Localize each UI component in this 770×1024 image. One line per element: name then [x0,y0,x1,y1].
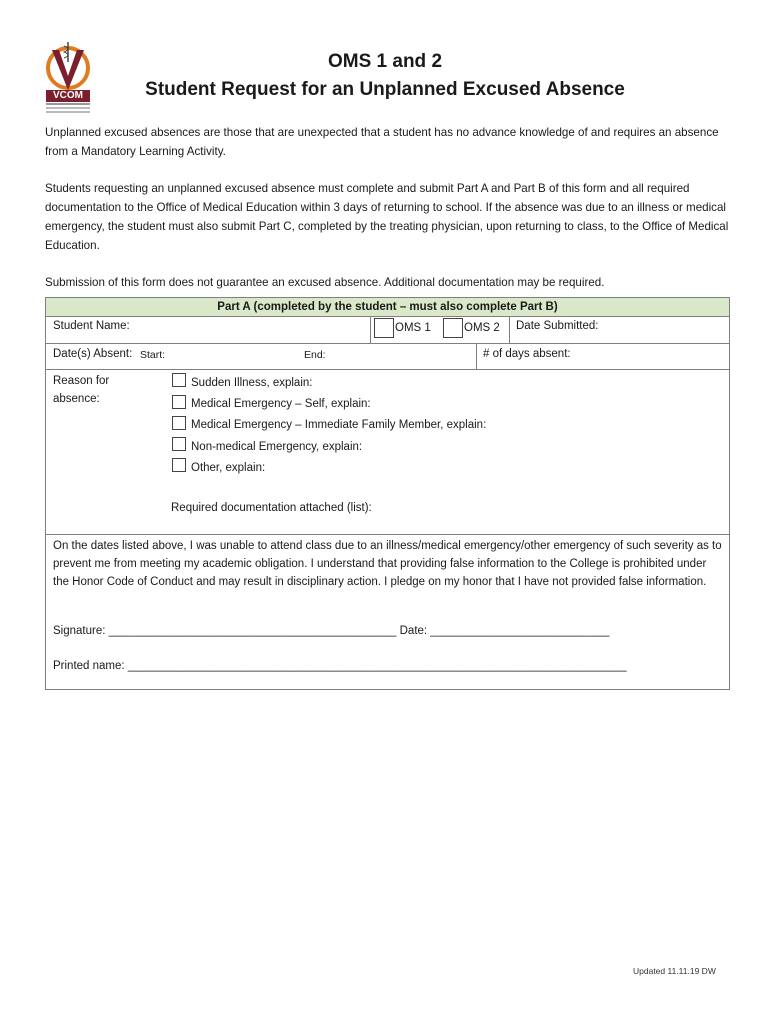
reason-sudden-illness: Sudden Illness, explain: [191,377,313,389]
reason-label-line2: absence: [53,393,100,405]
reason-medical-family: Medical Emergency – Immediate Family Member, explain: [191,419,487,431]
reason-checkbox-sudden-illness[interactable] [172,373,186,387]
reason-checkbox-medical-self[interactable] [172,395,186,409]
reason-other: Other, explain: [191,462,266,474]
signature-line[interactable]: Signature: _____________________________________________ Date: ____________________________ [53,625,610,637]
honor-declaration: On the dates listed above, I was unable to attend class due to an illness/medical emergency/other emergency of such severity as to prevent me from meeting my academic obligation. I understand that providing false information to the College is prohibited under the Honor Code of Conduct and may result in disciplinary action. I pledge on my honor that I have not provided false information. [53,540,722,588]
oms2-checkbox[interactable] [443,318,463,338]
start-label: Start: [140,349,166,361]
intro-paragraph-3: Submission of this form does not guarantee an excused absence. Additional documentation may be required. [45,276,605,289]
oms1-label: OMS 1 [395,322,431,334]
reason-non-medical: Non-medical Emergency, explain: [191,441,363,453]
intro-paragraph-2: Students requesting an unplanned excused absence must complete and submit Part A and Part B of this form and all required documentation to the Office of Medical Education within 3 days of returning to school. If the absence was due to an illness or medical emergency, the student must also submit Part C, completed by the treating physician, upon returning to class, to the Office of Medical Education. [45,182,729,252]
reason-checkbox-medical-family[interactable] [172,416,186,430]
end-label: End: [304,349,326,361]
reason-checkbox-non-medical[interactable] [172,437,186,451]
reason-medical-self: Medical Emergency – Self, explain: [191,398,371,410]
updated-footer: Updated 11.11.19 DW [633,966,716,976]
printed-name-line[interactable]: Printed name: ______________________________________________________________________________ [53,660,627,672]
intro-paragraph-1: Unplanned excused absences are those that are unexpected that a student has no advance knowledge of and requires an absence from a Mandatory Learning Activity. [45,126,719,158]
student-name-label: Student Name: [53,320,130,332]
dates-absent-label: Date(s) Absent: [53,348,133,360]
days-absent-label: # of days absent: [483,348,571,360]
documentation-label: Required documentation attached (list): [171,502,372,514]
part-a-form [45,297,730,690]
oms2-label: OMS 2 [464,322,500,334]
page-title-line1: OMS 1 and 2 [327,51,443,72]
reason-label-line1: Reason for [53,375,110,387]
logo-text: VCOM [53,90,83,101]
page-title-line2: Student Request for an Unplanned Excused Absence [145,79,625,100]
part-a-header: Part A (completed by the student – must also complete Part B) [46,298,729,317]
oms1-checkbox[interactable] [374,318,394,338]
reason-checkbox-other[interactable] [172,458,186,472]
date-submitted-label: Date Submitted: [516,320,599,332]
